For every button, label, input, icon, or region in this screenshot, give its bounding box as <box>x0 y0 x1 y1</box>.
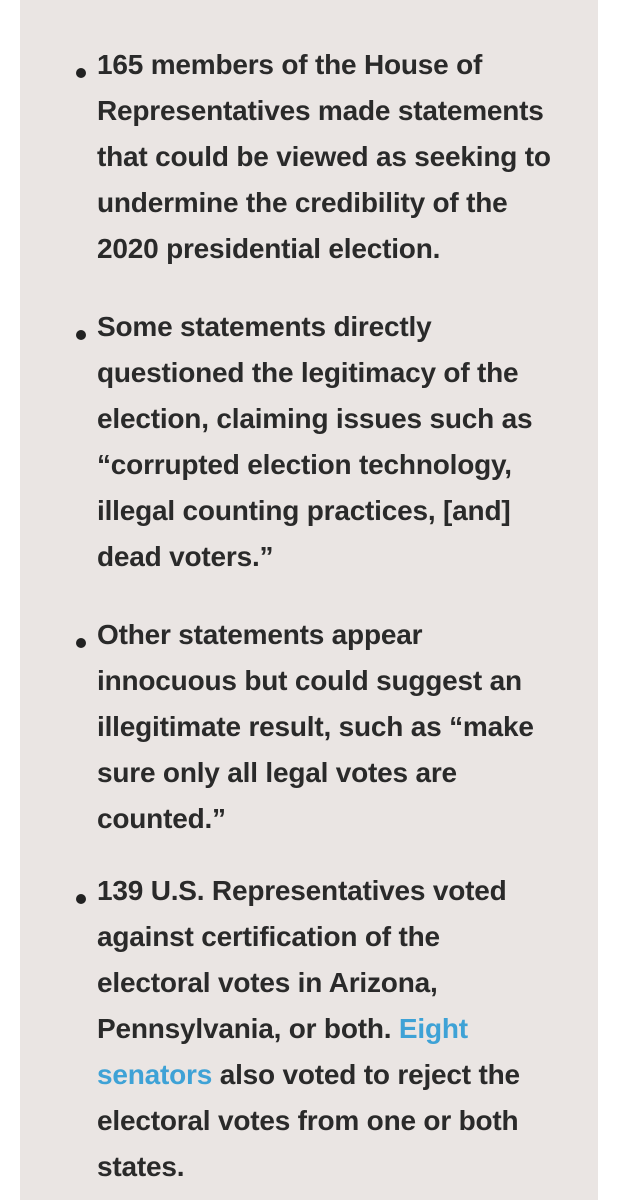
text-line: innocuous but could suggest an <box>97 665 522 696</box>
text-line: Pennsylvania, or both. <box>97 1013 399 1044</box>
text-line: electoral votes in Arizona, <box>97 967 438 998</box>
bullet-dot-icon <box>76 330 86 340</box>
text-line: that could be viewed as seeking to <box>97 141 551 172</box>
bullet-text <box>97 612 587 842</box>
text-line: against certification of the <box>97 921 440 952</box>
text-line: counted.” <box>97 803 226 834</box>
bullet-dot-icon <box>76 68 86 78</box>
text-line: 165 members of the House of <box>97 49 483 80</box>
text-line: questioned the legitimacy of the <box>97 357 519 388</box>
text-line: also voted to reject the <box>212 1059 520 1090</box>
text-line: illegitimate result, such as “make <box>97 711 534 742</box>
text-line: Representatives made statements <box>97 95 544 126</box>
text-line: “corrupted election technology, <box>97 449 512 480</box>
content-panel <box>20 0 598 1200</box>
text-line: dead voters.” <box>97 541 274 572</box>
text-line: illegal counting practices, [and] <box>97 495 511 526</box>
text-line: undermine the credibility of the <box>97 187 508 218</box>
text-line: Some statements directly <box>97 311 432 342</box>
bullet-dot-icon <box>76 894 86 904</box>
text-line: sure only all legal votes are <box>97 757 457 788</box>
text-line: states. <box>97 1151 185 1182</box>
text-line: Other statements appear <box>97 619 423 650</box>
text-line: electoral votes from one or both <box>97 1105 519 1136</box>
text-line: election, claiming issues such as <box>97 403 533 434</box>
bullet-text <box>97 868 587 1190</box>
bullet-dot-icon <box>76 638 86 648</box>
link-text[interactable]: Eight <box>398 1013 468 1044</box>
bullet-text <box>97 304 587 580</box>
text-line: 139 U.S. Representatives voted <box>97 875 507 906</box>
link-text[interactable]: senators <box>97 1059 213 1090</box>
bullet-text <box>97 42 587 272</box>
text-line: 2020 presidential election. <box>97 233 441 264</box>
